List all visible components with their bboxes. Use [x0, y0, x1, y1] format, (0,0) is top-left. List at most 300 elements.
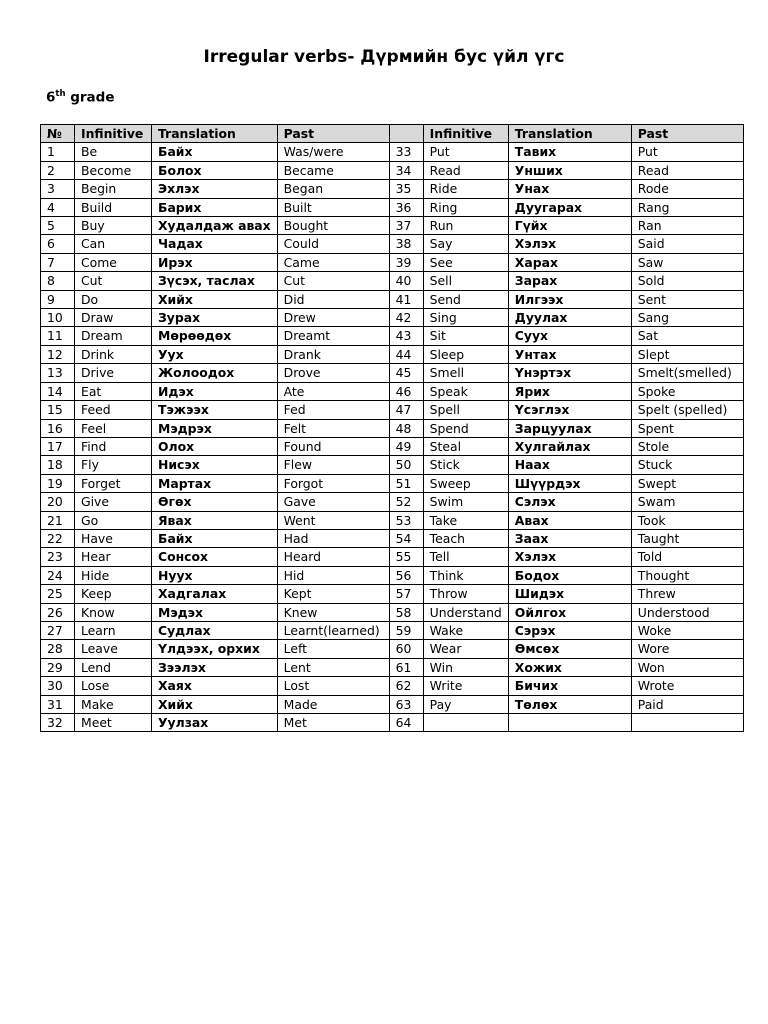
cell-infinitive: Win [423, 658, 508, 676]
header-number [389, 125, 423, 143]
cell-translation: Эхлэх [152, 180, 278, 198]
cell-translation: Хэлэх [508, 235, 631, 253]
cell-translation: Хожих [508, 658, 631, 676]
cell-translation: Зээлэх [152, 658, 278, 676]
cell-past: Stuck [631, 456, 743, 474]
cell-translation: Нисэх [152, 456, 278, 474]
cell-number: 55 [389, 548, 423, 566]
cell-number: 48 [389, 419, 423, 437]
table-row [41, 511, 744, 529]
cell-past [631, 714, 743, 732]
cell-past: Built [277, 198, 389, 216]
cell-translation: Нуух [152, 566, 278, 584]
cell-number: 57 [389, 585, 423, 603]
cell-translation: Уух [152, 345, 278, 363]
cell-number: 49 [389, 437, 423, 455]
cell-past: Took [631, 511, 743, 529]
cell-number: 27 [41, 621, 75, 639]
cell-number: 22 [41, 529, 75, 547]
cell-infinitive: Have [75, 529, 152, 547]
cell-past: Came [277, 253, 389, 271]
cell-past: Slept [631, 345, 743, 363]
cell-past: Rang [631, 198, 743, 216]
cell-past: Spelt (spelled) [631, 401, 743, 419]
cell-translation: Өмсөх [508, 640, 631, 658]
cell-number: 54 [389, 529, 423, 547]
cell-number: 50 [389, 456, 423, 474]
cell-translation: Зарах [508, 272, 631, 290]
table-row [41, 677, 744, 695]
table-body [41, 143, 744, 732]
cell-infinitive: Spell [423, 401, 508, 419]
cell-number: 53 [389, 511, 423, 529]
table-row [41, 658, 744, 676]
header-number: № [41, 125, 75, 143]
cell-translation: Хийх [152, 290, 278, 308]
cell-translation: Суух [508, 327, 631, 345]
cell-past: Won [631, 658, 743, 676]
cell-translation: Мэдэх [152, 603, 278, 621]
cell-translation: Уулзах [152, 714, 278, 732]
cell-past: Spent [631, 419, 743, 437]
table-row [41, 548, 744, 566]
cell-past: Felt [277, 419, 389, 437]
cell-translation: Зарцуулах [508, 419, 631, 437]
table-row [41, 290, 744, 308]
table-row [41, 364, 744, 382]
cell-past: Made [277, 695, 389, 713]
cell-translation: Зүсэх, таслах [152, 272, 278, 290]
cell-number: 24 [41, 566, 75, 584]
cell-translation: Унах [508, 180, 631, 198]
cell-infinitive: Come [75, 253, 152, 271]
cell-number: 23 [41, 548, 75, 566]
table-row [41, 603, 744, 621]
cell-number: 33 [389, 143, 423, 161]
cell-infinitive: Make [75, 695, 152, 713]
cell-number: 18 [41, 456, 75, 474]
cell-number: 58 [389, 603, 423, 621]
cell-past: Sent [631, 290, 743, 308]
cell-infinitive: Think [423, 566, 508, 584]
cell-number: 47 [389, 401, 423, 419]
cell-infinitive: Buy [75, 217, 152, 235]
table-row [41, 437, 744, 455]
cell-infinitive: Say [423, 235, 508, 253]
cell-translation: Байх [152, 529, 278, 547]
cell-infinitive: Understand [423, 603, 508, 621]
cell-translation: Үнэртэх [508, 364, 631, 382]
cell-past: Wore [631, 640, 743, 658]
cell-past: Began [277, 180, 389, 198]
cell-translation: Ойлгох [508, 603, 631, 621]
cell-translation: Сэлэх [508, 493, 631, 511]
table-row [41, 640, 744, 658]
cell-number: 31 [41, 695, 75, 713]
cell-infinitive: Build [75, 198, 152, 216]
cell-past: Went [277, 511, 389, 529]
cell-translation: Харах [508, 253, 631, 271]
cell-infinitive: Draw [75, 309, 152, 327]
header-infinitive: Infinitive [75, 125, 152, 143]
cell-past: Lent [277, 658, 389, 676]
table-row [41, 327, 744, 345]
cell-translation: Олох [152, 437, 278, 455]
cell-past: Spoke [631, 382, 743, 400]
cell-past: Smelt(smelled) [631, 364, 743, 382]
table-row [41, 161, 744, 179]
cell-translation: Шүүрдэх [508, 474, 631, 492]
header-past: Past [631, 125, 743, 143]
cell-number: 41 [389, 290, 423, 308]
cell-past: Put [631, 143, 743, 161]
cell-infinitive: Pay [423, 695, 508, 713]
cell-infinitive: Begin [75, 180, 152, 198]
cell-infinitive: Sell [423, 272, 508, 290]
cell-past: Swept [631, 474, 743, 492]
cell-number: 2 [41, 161, 75, 179]
cell-number: 39 [389, 253, 423, 271]
cell-infinitive: Forget [75, 474, 152, 492]
cell-past: Hid [277, 566, 389, 584]
cell-infinitive: Speak [423, 382, 508, 400]
cell-past: Heard [277, 548, 389, 566]
cell-number: 3 [41, 180, 75, 198]
table-row [41, 253, 744, 271]
cell-infinitive [423, 714, 508, 732]
cell-translation: Чадах [152, 235, 278, 253]
cell-number: 35 [389, 180, 423, 198]
irregular-verbs-table [40, 124, 744, 732]
cell-infinitive: Sit [423, 327, 508, 345]
cell-infinitive: Dream [75, 327, 152, 345]
cell-past: Sold [631, 272, 743, 290]
cell-infinitive: Fly [75, 456, 152, 474]
cell-number: 34 [389, 161, 423, 179]
cell-past: Drew [277, 309, 389, 327]
table-row [41, 345, 744, 363]
cell-infinitive: Feel [75, 419, 152, 437]
cell-translation: Хулгайлах [508, 437, 631, 455]
table-row [41, 419, 744, 437]
table-row [41, 493, 744, 511]
cell-translation: Болох [152, 161, 278, 179]
cell-translation: Өгөх [152, 493, 278, 511]
cell-past: Thought [631, 566, 743, 584]
cell-past: Wrote [631, 677, 743, 695]
cell-infinitive: Hide [75, 566, 152, 584]
cell-infinitive: Sweep [423, 474, 508, 492]
cell-infinitive: Sing [423, 309, 508, 327]
cell-translation: Авах [508, 511, 631, 529]
cell-infinitive: Throw [423, 585, 508, 603]
cell-past: Did [277, 290, 389, 308]
cell-number: 51 [389, 474, 423, 492]
cell-translation: Жолоодох [152, 364, 278, 382]
table-row [41, 272, 744, 290]
cell-infinitive: Cut [75, 272, 152, 290]
cell-number: 19 [41, 474, 75, 492]
cell-past: Woke [631, 621, 743, 639]
cell-past: Met [277, 714, 389, 732]
header-translation: Translation [508, 125, 631, 143]
cell-translation: Үлдээх, орхих [152, 640, 278, 658]
cell-translation: Төлөх [508, 695, 631, 713]
cell-infinitive: Stick [423, 456, 508, 474]
cell-number: 40 [389, 272, 423, 290]
cell-translation: Гүйх [508, 217, 631, 235]
cell-number: 1 [41, 143, 75, 161]
cell-past: Ran [631, 217, 743, 235]
cell-past: Lost [277, 677, 389, 695]
cell-infinitive: Find [75, 437, 152, 455]
cell-infinitive: Teach [423, 529, 508, 547]
cell-past: Drank [277, 345, 389, 363]
cell-translation: Үсэглэх [508, 401, 631, 419]
table-row [41, 714, 744, 732]
cell-past: Swam [631, 493, 743, 511]
cell-infinitive: Eat [75, 382, 152, 400]
cell-number: 46 [389, 382, 423, 400]
cell-number: 9 [41, 290, 75, 308]
cell-translation: Тэжээх [152, 401, 278, 419]
grade-number: 6 [46, 89, 56, 106]
table-row [41, 585, 744, 603]
cell-infinitive: Become [75, 161, 152, 179]
cell-translation: Унтах [508, 345, 631, 363]
cell-infinitive: Ring [423, 198, 508, 216]
cell-translation: Мартах [152, 474, 278, 492]
cell-translation: Хадгалах [152, 585, 278, 603]
table-row [41, 621, 744, 639]
cell-infinitive: Steal [423, 437, 508, 455]
cell-translation: Мөрөөдөх [152, 327, 278, 345]
cell-past: Said [631, 235, 743, 253]
cell-infinitive: Meet [75, 714, 152, 732]
cell-number: 7 [41, 253, 75, 271]
cell-past: Fed [277, 401, 389, 419]
cell-infinitive: Wake [423, 621, 508, 639]
cell-infinitive: Give [75, 493, 152, 511]
table-row [41, 401, 744, 419]
table-row [41, 198, 744, 216]
cell-infinitive: Be [75, 143, 152, 161]
cell-infinitive: Learn [75, 621, 152, 639]
cell-number: 60 [389, 640, 423, 658]
cell-past: Drove [277, 364, 389, 382]
cell-past: Became [277, 161, 389, 179]
cell-translation: Сэрэх [508, 621, 631, 639]
table-row [41, 695, 744, 713]
cell-past: Understood [631, 603, 743, 621]
header-past: Past [277, 125, 389, 143]
grade-text: grade [70, 89, 115, 106]
cell-past: Could [277, 235, 389, 253]
cell-past: Forgot [277, 474, 389, 492]
cell-translation: Мэдрэх [152, 419, 278, 437]
cell-translation: Дуулах [508, 309, 631, 327]
cell-translation: Наах [508, 456, 631, 474]
cell-translation: Ярих [508, 382, 631, 400]
cell-number: 37 [389, 217, 423, 235]
table-row [41, 180, 744, 198]
cell-translation: Хэлэх [508, 548, 631, 566]
cell-past: Left [277, 640, 389, 658]
cell-past: Ate [277, 382, 389, 400]
cell-past: Told [631, 548, 743, 566]
cell-infinitive: Put [423, 143, 508, 161]
cell-translation: Шидэх [508, 585, 631, 603]
cell-translation: Явах [152, 511, 278, 529]
header-translation: Translation [152, 125, 278, 143]
cell-past: Flew [277, 456, 389, 474]
cell-infinitive: Lose [75, 677, 152, 695]
cell-number: 10 [41, 309, 75, 327]
cell-number: 17 [41, 437, 75, 455]
cell-number: 16 [41, 419, 75, 437]
cell-translation: Хаях [152, 677, 278, 695]
table-row [41, 474, 744, 492]
cell-number: 11 [41, 327, 75, 345]
cell-infinitive: Keep [75, 585, 152, 603]
cell-past: Dreamt [277, 327, 389, 345]
cell-infinitive: Ride [423, 180, 508, 198]
cell-infinitive: Wear [423, 640, 508, 658]
table-row [41, 217, 744, 235]
cell-infinitive: Hear [75, 548, 152, 566]
cell-number: 25 [41, 585, 75, 603]
cell-past: Paid [631, 695, 743, 713]
cell-past: Knew [277, 603, 389, 621]
cell-infinitive: Feed [75, 401, 152, 419]
cell-number: 43 [389, 327, 423, 345]
cell-translation: Илгээх [508, 290, 631, 308]
cell-infinitive: Drink [75, 345, 152, 363]
cell-infinitive: Smell [423, 364, 508, 382]
cell-past: Gave [277, 493, 389, 511]
cell-number: 62 [389, 677, 423, 695]
grade-label [46, 89, 115, 106]
cell-number: 28 [41, 640, 75, 658]
cell-past: Found [277, 437, 389, 455]
cell-past: Read [631, 161, 743, 179]
cell-translation: Барих [152, 198, 278, 216]
cell-translation: Зурах [152, 309, 278, 327]
cell-past: Sang [631, 309, 743, 327]
cell-infinitive: Lend [75, 658, 152, 676]
cell-infinitive: Read [423, 161, 508, 179]
cell-past: Had [277, 529, 389, 547]
header-infinitive: Infinitive [423, 125, 508, 143]
table-row [41, 456, 744, 474]
cell-past: Sat [631, 327, 743, 345]
cell-infinitive: Take [423, 511, 508, 529]
cell-infinitive: Can [75, 235, 152, 253]
cell-infinitive: Leave [75, 640, 152, 658]
cell-number: 61 [389, 658, 423, 676]
grade-suffix: th [55, 89, 66, 99]
cell-number: 32 [41, 714, 75, 732]
cell-translation: Заах [508, 529, 631, 547]
cell-number: 13 [41, 364, 75, 382]
cell-infinitive: Swim [423, 493, 508, 511]
cell-infinitive: Tell [423, 548, 508, 566]
table-row [41, 143, 744, 161]
cell-number: 38 [389, 235, 423, 253]
cell-infinitive: Write [423, 677, 508, 695]
cell-number: 5 [41, 217, 75, 235]
table-header-row [41, 125, 744, 143]
table-row [41, 235, 744, 253]
cell-number: 45 [389, 364, 423, 382]
cell-past: Was/were [277, 143, 389, 161]
cell-number: 20 [41, 493, 75, 511]
cell-number: 29 [41, 658, 75, 676]
cell-past: Rode [631, 180, 743, 198]
cell-past: Learnt(learned) [277, 621, 389, 639]
cell-past: Saw [631, 253, 743, 271]
cell-infinitive: Know [75, 603, 152, 621]
cell-translation: Тавих [508, 143, 631, 161]
cell-translation: Сонсох [152, 548, 278, 566]
cell-infinitive: See [423, 253, 508, 271]
cell-infinitive: Spend [423, 419, 508, 437]
cell-infinitive: Run [423, 217, 508, 235]
cell-number: 36 [389, 198, 423, 216]
cell-number: 8 [41, 272, 75, 290]
cell-infinitive: Sleep [423, 345, 508, 363]
cell-infinitive: Drive [75, 364, 152, 382]
cell-number: 26 [41, 603, 75, 621]
cell-translation: Бодох [508, 566, 631, 584]
cell-past: Kept [277, 585, 389, 603]
cell-translation: Ирэх [152, 253, 278, 271]
page-title: Irregular verbs- Дүрмийн бус үйл үгс [203, 47, 565, 67]
cell-translation: Худалдаж авах [152, 217, 278, 235]
cell-number: 30 [41, 677, 75, 695]
cell-infinitive: Do [75, 290, 152, 308]
cell-number: 14 [41, 382, 75, 400]
cell-translation: Дуугарах [508, 198, 631, 216]
cell-translation: Хийх [152, 695, 278, 713]
cell-number: 52 [389, 493, 423, 511]
cell-past: Bought [277, 217, 389, 235]
table-row [41, 382, 744, 400]
table-row [41, 529, 744, 547]
cell-translation: Байх [152, 143, 278, 161]
cell-infinitive: Go [75, 511, 152, 529]
cell-number: 42 [389, 309, 423, 327]
cell-infinitive: Send [423, 290, 508, 308]
table-row [41, 309, 744, 327]
cell-past: Cut [277, 272, 389, 290]
cell-number: 56 [389, 566, 423, 584]
cell-number: 4 [41, 198, 75, 216]
cell-translation: Судлах [152, 621, 278, 639]
cell-number: 64 [389, 714, 423, 732]
cell-number: 15 [41, 401, 75, 419]
cell-number: 59 [389, 621, 423, 639]
cell-translation: Идэх [152, 382, 278, 400]
cell-number: 12 [41, 345, 75, 363]
cell-past: Stole [631, 437, 743, 455]
cell-number: 6 [41, 235, 75, 253]
cell-number: 63 [389, 695, 423, 713]
cell-past: Threw [631, 585, 743, 603]
table-row [41, 566, 744, 584]
cell-translation: Унших [508, 161, 631, 179]
cell-translation [508, 714, 631, 732]
